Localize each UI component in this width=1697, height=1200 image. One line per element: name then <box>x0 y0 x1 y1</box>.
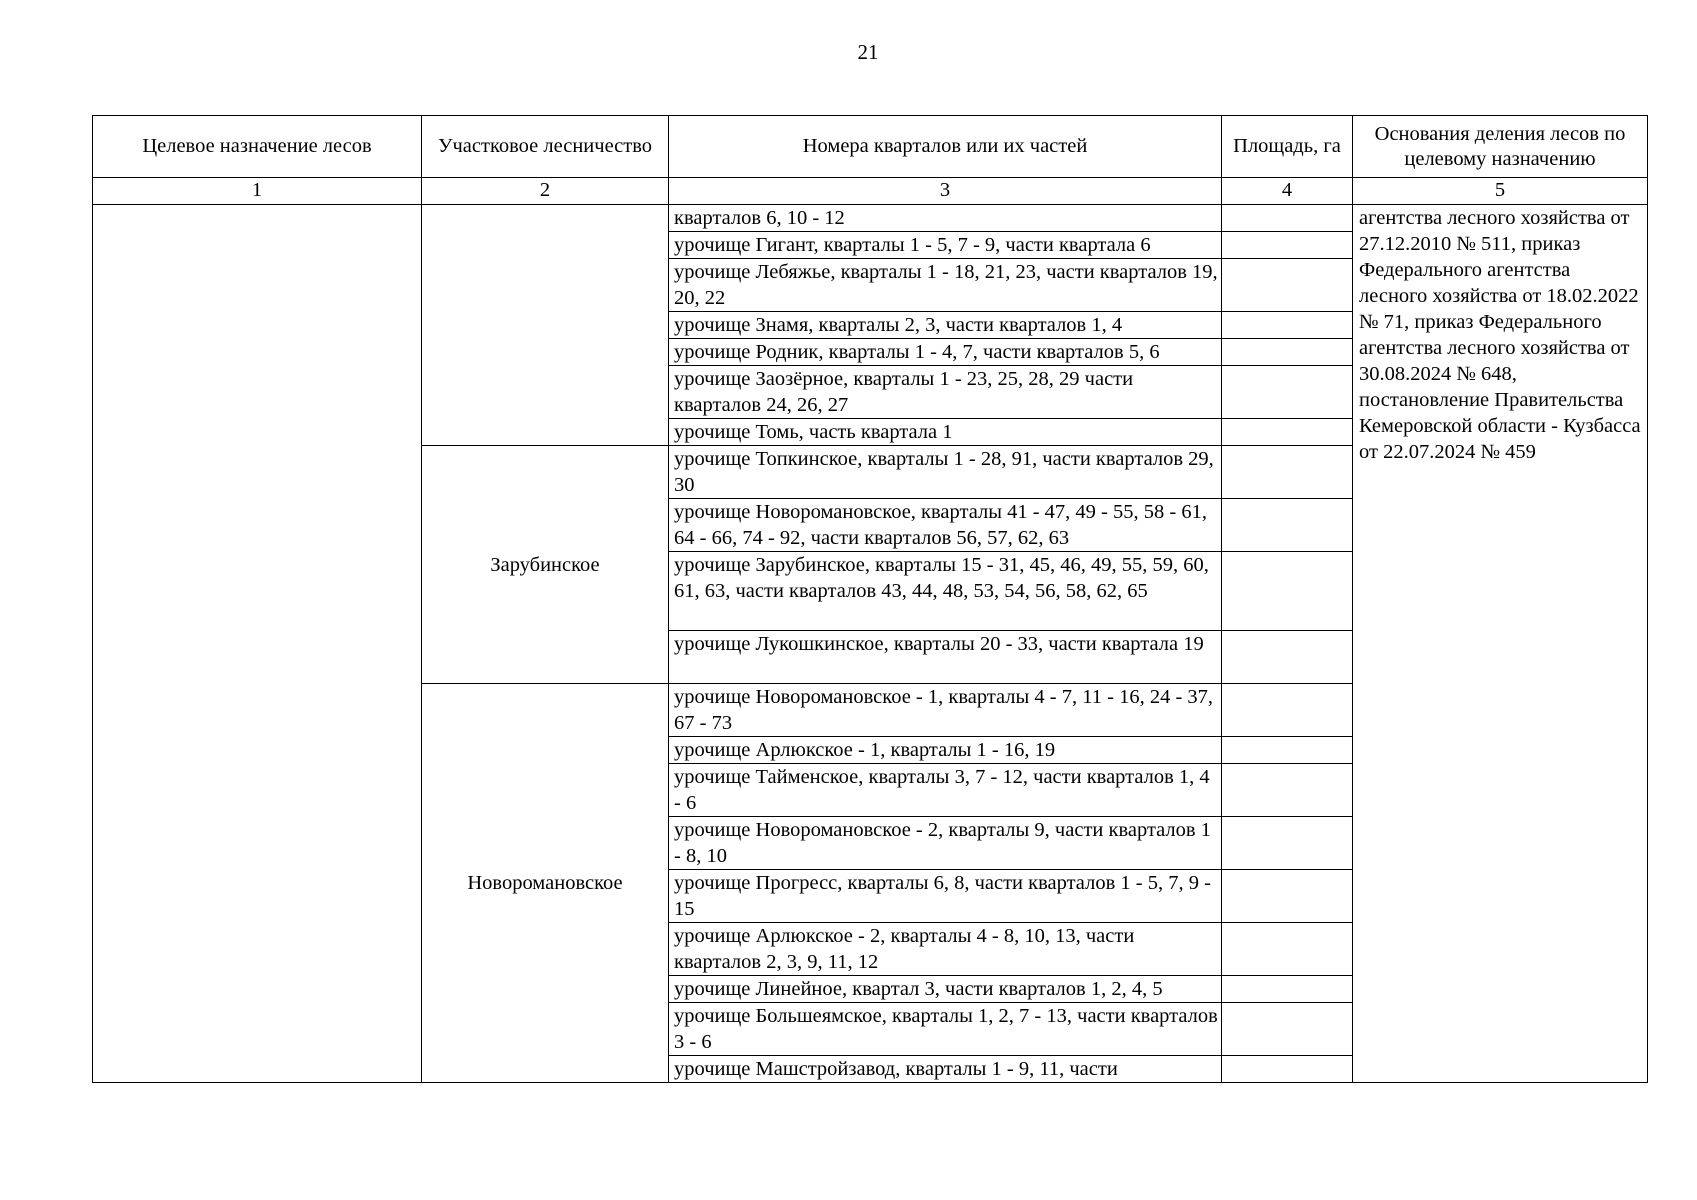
area-cell <box>1222 764 1353 817</box>
quarters-cell: урочище Лукошкинское, кварталы 20 - 33, части квартала 19 <box>669 631 1222 684</box>
area-cell <box>1222 1003 1353 1056</box>
district-cell <box>422 205 669 446</box>
area-cell <box>1222 446 1353 499</box>
area-cell <box>1222 499 1353 552</box>
area-cell <box>1222 312 1353 339</box>
header-basis: Основания деления лесов по целевому назначению <box>1353 116 1648 178</box>
forest-division-table <box>92 115 1648 1083</box>
quarters-cell: урочище Арлюкское - 1, кварталы 1 - 16, 19 <box>669 737 1222 764</box>
quarters-cell: урочище Родник, кварталы 1 - 4, 7, части кварталов 5, 6 <box>669 339 1222 366</box>
column-number: 4 <box>1222 178 1353 205</box>
quarters-cell: урочище Новоромановское, кварталы 41 - 47, 49 - 55, 58 - 61, 64 - 66, 74 - 92, части кварталов 56, 57, 62, 63 <box>669 499 1222 552</box>
area-cell <box>1222 817 1353 870</box>
quarters-cell: урочище Тайменское, кварталы 3, 7 - 12, части кварталов 1, 4 - 6 <box>669 764 1222 817</box>
quarters-cell: урочище Знамя, кварталы 2, 3, части кварталов 1, 4 <box>669 312 1222 339</box>
area-cell <box>1222 1056 1353 1083</box>
area-cell <box>1222 259 1353 312</box>
area-cell <box>1222 366 1353 419</box>
area-cell <box>1222 737 1353 764</box>
area-cell <box>1222 684 1353 737</box>
column-number: 3 <box>669 178 1222 205</box>
area-cell <box>1222 419 1353 446</box>
column-number: 5 <box>1353 178 1648 205</box>
quarters-cell: урочище Томь, часть квартала 1 <box>669 419 1222 446</box>
quarters-cell: урочище Гигант, кварталы 1 - 5, 7 - 9, части квартала 6 <box>669 232 1222 259</box>
table-header-row <box>93 116 1648 178</box>
quarters-cell: урочище Заозёрное, кварталы 1 - 23, 25, 28, 29 части кварталов 24, 26, 27 <box>669 366 1222 419</box>
quarters-cell: урочище Топкинское, кварталы 1 - 28, 91, части кварталов 29, 30 <box>669 446 1222 499</box>
district-cell: Новоромановское <box>422 684 669 1083</box>
area-cell <box>1222 923 1353 976</box>
column-number: 1 <box>93 178 422 205</box>
page-number: 21 <box>857 40 879 64</box>
quarters-cell: кварталов 6, 10 - 12 <box>669 205 1222 232</box>
quarters-cell: урочище Машстройзавод, кварталы 1 - 9, 11, части <box>669 1056 1222 1083</box>
header-quarters: Номера кварталов или их частей <box>669 116 1222 178</box>
quarters-cell: урочище Лебяжье, кварталы 1 - 18, 21, 23, части кварталов 19, 20, 22 <box>669 259 1222 312</box>
column-number-row <box>93 178 1648 205</box>
area-cell <box>1222 631 1353 684</box>
quarters-cell: урочище Новоромановское - 2, кварталы 9, части кварталов 1 - 8, 10 <box>669 817 1222 870</box>
header-area: Площадь, га <box>1222 116 1353 178</box>
area-cell <box>1222 552 1353 631</box>
table-row <box>93 205 1648 232</box>
quarters-cell: урочище Зарубинское, кварталы 15 - 31, 45, 46, 49, 55, 59, 60, 61, 63, части кварталов 43, 44, 48, 53, 54, 56, 58, 62, 65 <box>669 552 1222 631</box>
quarters-cell: урочище Большеямское, кварталы 1, 2, 7 - 13, части кварталов 3 - 6 <box>669 1003 1222 1056</box>
quarters-cell: урочище Новоромановское - 1, кварталы 4 - 7, 11 - 16, 24 - 37, 67 - 73 <box>669 684 1222 737</box>
area-cell <box>1222 339 1353 366</box>
quarters-cell: урочище Линейное, квартал 3, части кварталов 1, 2, 4, 5 <box>669 976 1222 1003</box>
area-cell <box>1222 232 1353 259</box>
area-cell <box>1222 870 1353 923</box>
purpose-cell <box>93 205 422 1083</box>
quarters-cell: урочище Прогресс, кварталы 6, 8, части кварталов 1 - 5, 7, 9 - 15 <box>669 870 1222 923</box>
header-purpose: Целевое назначение лесов <box>93 116 422 178</box>
header-district: Участковое лесничество <box>422 116 669 178</box>
basis-cell: агентства лесного хозяйства от 27.12.2010 № 511, приказ Федерального агентства лесного хозяйства от 18.02.2022 № 71, приказ Федерального агентства лесного хозяйства от 30.08.2024 № 648, постановление Правительства Кемеровской области - Кузбасса от 22.07.2024 № 459 <box>1353 205 1648 1083</box>
quarters-cell: урочище Арлюкское - 2, кварталы 4 - 8, 10, 13, части кварталов 2, 3, 9, 11, 12 <box>669 923 1222 976</box>
district-cell: Зарубинское <box>422 446 669 684</box>
area-cell <box>1222 976 1353 1003</box>
area-cell <box>1222 205 1353 232</box>
column-number: 2 <box>422 178 669 205</box>
